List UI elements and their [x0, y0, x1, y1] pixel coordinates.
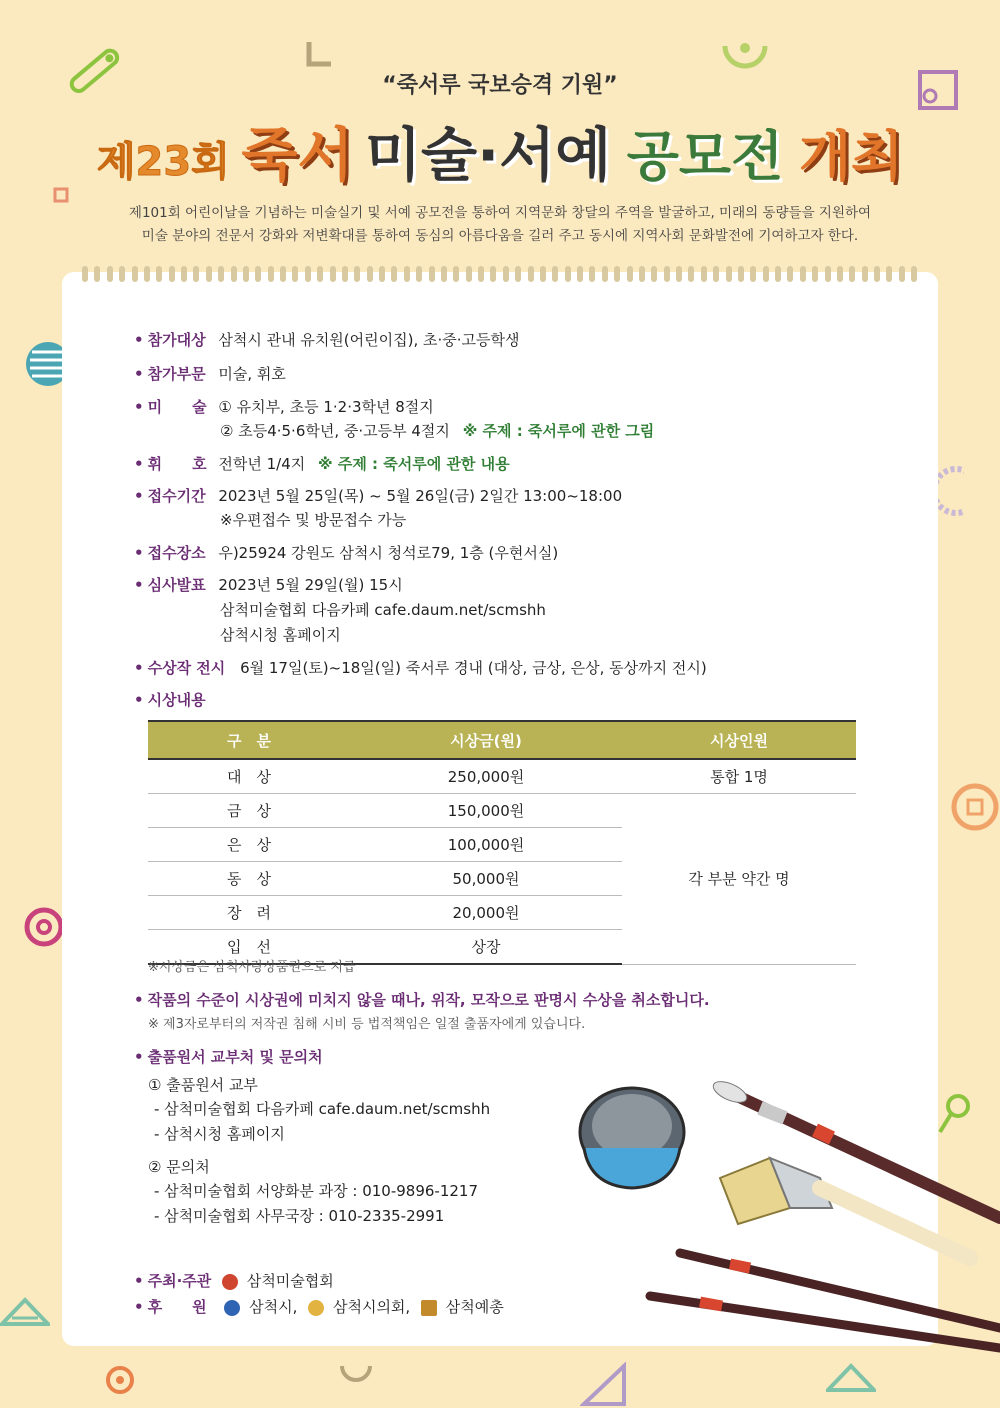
period-label: 접수기간 — [147, 487, 206, 505]
result-row-2 — [220, 598, 546, 622]
copyright-note: ※ 제3자로부터의 저작권 침해 시비 등 법적책임은 일절 출품자에게 있습니다. — [148, 1017, 586, 1032]
flat-brush-icon — [720, 1158, 970, 1258]
intro-line-2: 미술 분야의 전문서 강화와 저변확대를 통하여 동심의 아름다움을 길러 주고 동시에 지역사회 문화발전에 기여하고자 한다. — [141, 228, 859, 244]
apply-label: 출품원서 교부처 및 문의처 — [147, 1048, 323, 1066]
apply-item-2: - 삼척시청 홈페이지 — [154, 1125, 285, 1143]
arc-bottom-decoration-icon — [338, 1362, 374, 1386]
art-row-2 — [220, 419, 654, 443]
amount-cell: 250,000원 — [350, 759, 622, 794]
page-title — [0, 108, 1000, 192]
art-label: 미 술 — [147, 398, 207, 416]
calligraphy-row: • 휘 호 전학년 1/4지 ※ 주제 : 죽서루에 관한 내용 — [134, 452, 510, 476]
apply-item-3: - 삼척미술협회 서양화분 과장 : 010-9896-1217 — [154, 1182, 478, 1200]
place-label: 접수장소 — [147, 544, 206, 562]
prize-heading-row: • 시상내용 — [134, 691, 206, 709]
count-cell: 통합 1명 — [622, 759, 856, 794]
corner-decoration-icon — [303, 36, 337, 70]
circle-decoration-icon — [104, 1364, 136, 1396]
arts-federation-logo-icon — [421, 1300, 437, 1316]
title-art: 미술·서예 — [365, 121, 612, 189]
target-value: 삼척시 관내 유치원(어린이집), 초·중·고등학생 — [218, 331, 520, 349]
support-row: • 후 원 삼척시, 삼척시의회, 삼척예총 — [134, 1295, 504, 1319]
prize-label: 시상내용 — [147, 691, 206, 709]
division-value: 미술, 휘호 — [218, 365, 286, 383]
spiral-decoration-icon — [24, 902, 64, 952]
title-number: 제23회 — [96, 139, 230, 185]
art-line-1: ① 유치부, 초등 1·2·3학년 8절지 — [218, 398, 434, 416]
col-header-count: 시상인원 — [622, 721, 856, 759]
amount-cell: 상장 — [350, 930, 622, 965]
subtitle: “죽서루 국보승격 기원” — [382, 73, 618, 98]
target-row: • 참가대상 삼척시 관내 유치원(어린이집), 초·중·고등학생 — [134, 331, 520, 349]
calligraphy-label: 휘 호 — [147, 455, 207, 473]
support-city: 삼척시, — [249, 1298, 298, 1316]
title-contest: 공모전 — [626, 125, 784, 188]
period-line-1: 2023년 5월 25일(목) ~ 5월 26일(금) 2일간 13:00~18:00 — [218, 487, 623, 505]
amount-cell: 20,000원 — [350, 896, 622, 930]
result-line-3: 삼척시청 홈페이지 — [220, 626, 341, 644]
exhibit-value: 6월 17일(토)~18일(일) 죽서루 경내 (대상, 금상, 은상, 동상까지 전시) — [240, 659, 707, 677]
table-row — [148, 759, 856, 794]
support-council: 삼척시의회, — [332, 1298, 411, 1316]
support-label: 후 원 — [147, 1298, 207, 1316]
paint-brushes-illustration — [570, 1068, 1000, 1358]
result-line-2: 삼척미술협회 다음카페 cafe.daum.net/scmshh — [220, 601, 546, 619]
result-label: 심사발표 — [147, 576, 206, 594]
prize-table — [148, 720, 856, 965]
apply-item-4: - 삼척미술협회 사무국장 : 010-2335-2991 — [154, 1207, 445, 1225]
host-name: 삼척미술협회 — [246, 1272, 334, 1290]
amount-cell: 100,000원 — [350, 828, 622, 862]
paint-jar-icon — [580, 1088, 684, 1188]
samcheok-city-logo-icon — [224, 1300, 240, 1316]
exhibit-row: • 수상작 전시 6월 17일(토)~18일(일) 죽서루 경내 (대상, 금상, 은상, 동상까지 전시) — [134, 659, 707, 677]
grade-cell: 장 려 — [148, 896, 350, 930]
half-circle-decoration-icon — [22, 338, 62, 390]
warning-row: • 작품의 수준이 시상권에 미치지 않을 때나, 위작, 모작으로 판명시 수상을 취소합니다. — [134, 991, 710, 1009]
triangle-bottom-decoration-icon — [580, 1362, 640, 1406]
art-note: ※ 주제 : 죽서루에 관한 그림 — [462, 422, 655, 440]
calligraphy-note: ※ 주제 : 죽서루에 관한 내용 — [318, 455, 510, 473]
art-line-2: ② 초등4·5·6학년, 중·고등부 4절지 — [220, 422, 450, 440]
amount-cell: 150,000원 — [350, 794, 622, 828]
host-row: • 주최·주관 삼척미술협회 — [134, 1272, 334, 1290]
intro-text — [80, 202, 920, 248]
result-row-3 — [220, 623, 341, 647]
apply-item-1: - 삼척미술협회 다음카페 cafe.daum.net/scmshh — [154, 1100, 491, 1118]
amount-cell: 50,000원 — [350, 862, 622, 896]
table-row — [148, 794, 856, 828]
prize-footnote: ※시상금은 삼척사랑상품권으로 지급 — [148, 960, 356, 975]
title-jukseo: 죽서 — [241, 121, 354, 189]
title-open: 개최 — [798, 125, 904, 188]
place-value: 우)25924 강원도 삼척시 청석로79, 1층 (우현서실) — [218, 544, 559, 562]
target-decoration-icon — [950, 782, 1000, 832]
warning-text: 작품의 수준이 시상권에 미치지 않을 때나, 위작, 모작으로 판명시 수상을 취소합니다. — [147, 991, 710, 1009]
period-row: • 접수기간 2023년 5월 25일(목) ~ 5월 26일(금) 2일간 13:00~18:00 — [134, 487, 623, 505]
col-header-amount: 시상금(원) — [350, 721, 622, 759]
intro-line-1: 제101회 어린이날을 기념하는 미술실기 및 서예 공모전을 통하여 지역문화 창달의 주역을 발굴하고, 미래의 동량들을 지원하여 — [128, 205, 872, 221]
period-row-2 — [220, 508, 406, 532]
grade-cell: 금 상 — [148, 794, 350, 828]
art-association-logo-icon — [222, 1274, 238, 1290]
support-arts: 삼척예총 — [445, 1298, 504, 1316]
exhibit-label: 수상작 전시 — [147, 659, 226, 677]
city-council-logo-icon — [308, 1300, 324, 1316]
count-cell: 각 부분 약간 명 — [622, 794, 856, 965]
triangle-decoration-icon — [0, 1296, 50, 1326]
division-row: • 참가부문 미술, 휘호 — [134, 365, 286, 383]
grade-cell: 동 상 — [148, 862, 350, 896]
apply-sub-1: ① 출품원서 교부 — [148, 1076, 258, 1094]
col-header-grade: 구 분 — [148, 721, 350, 759]
apply-sub-2: ② 문의처 — [148, 1158, 210, 1176]
grade-cell: 대 상 — [148, 759, 350, 794]
result-row: • 심사발표 2023년 5월 29일(월) 15시 — [134, 576, 403, 594]
place-row: • 접수장소 우)25924 강원도 삼척시 청석로79, 1층 (우현서실) — [134, 544, 559, 562]
grade-cell: 은 상 — [148, 828, 350, 862]
art-row: • 미 술 ① 유치부, 초등 1·2·3학년 8절지 — [134, 395, 434, 419]
calligraphy-value: 전학년 1/4지 — [218, 455, 306, 473]
target-label: 참가대상 — [147, 331, 206, 349]
period-line-2: ※우편접수 및 방문접수 가능 — [220, 511, 407, 529]
thin-brushes-icon — [650, 1253, 1000, 1348]
host-label: 주최·주관 — [147, 1272, 212, 1290]
spiral-binding — [82, 266, 918, 288]
result-line-1: 2023년 5월 29일(월) 15시 — [218, 576, 403, 594]
triangle-right-decoration-icon — [826, 1362, 876, 1392]
division-label: 참가부문 — [147, 365, 206, 383]
grade-cell: 입 선 — [148, 930, 350, 965]
apply-heading-row: • 출품원서 교부처 및 문의처 — [134, 1048, 323, 1066]
